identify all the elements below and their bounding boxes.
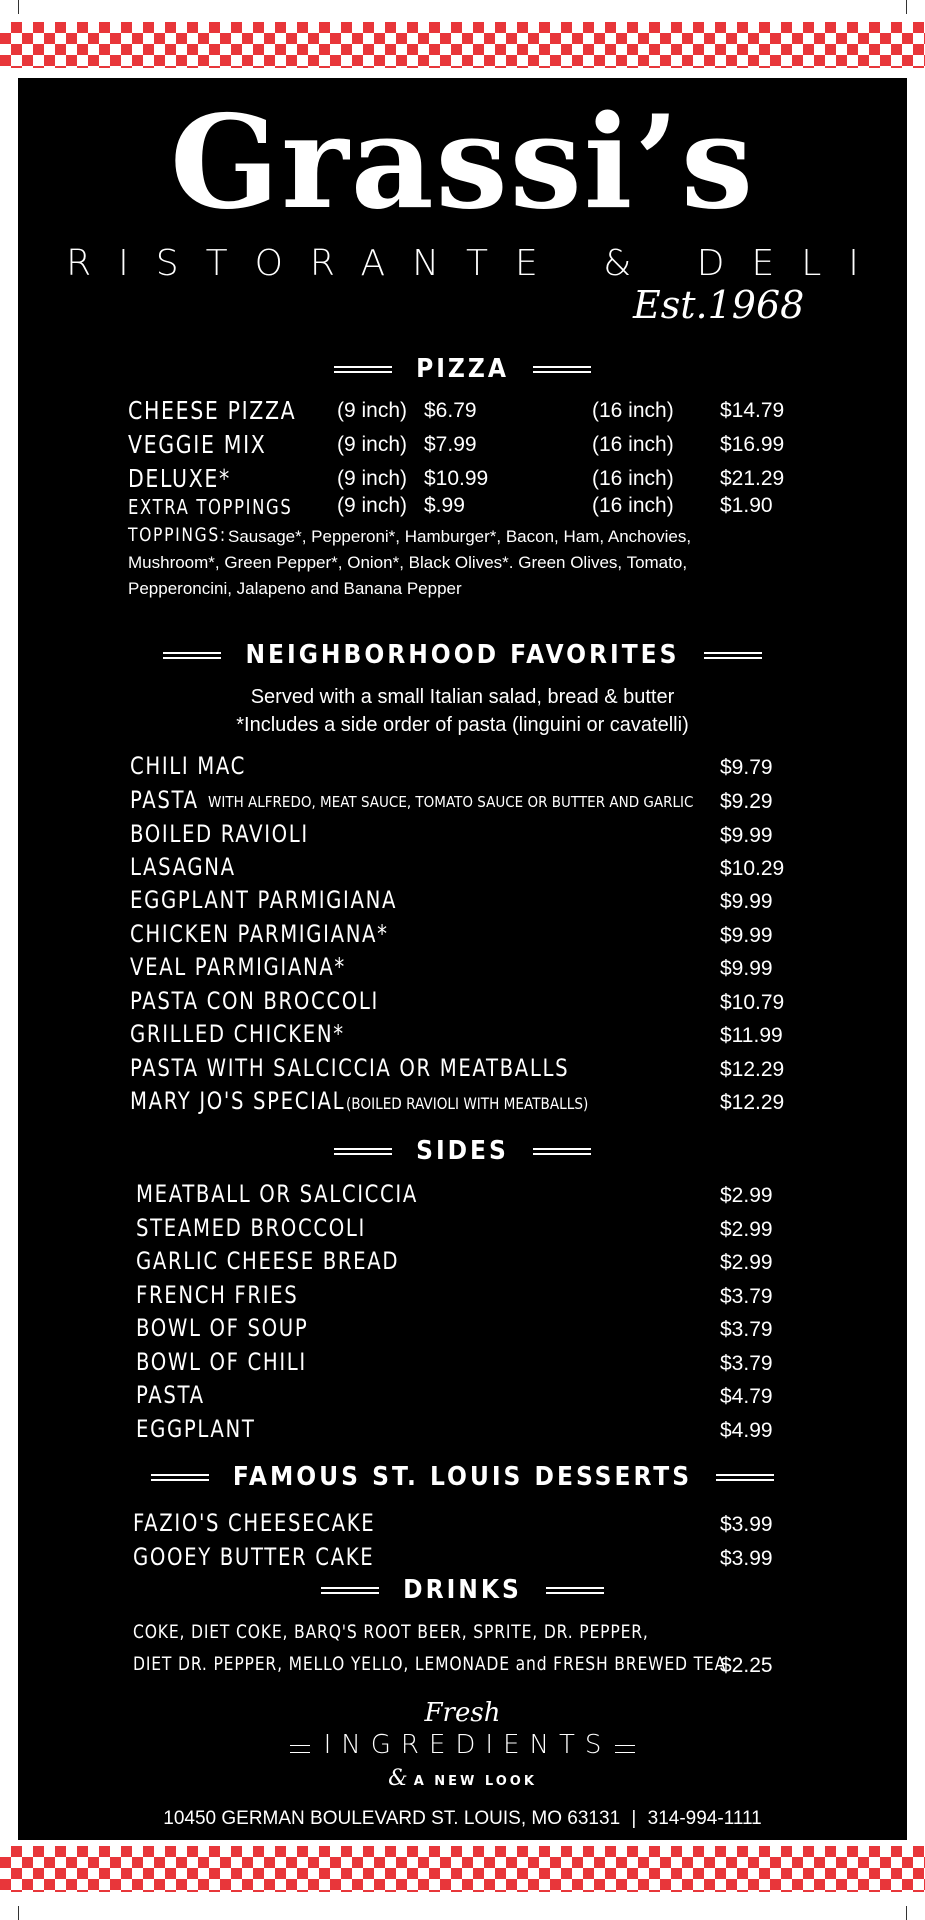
sides-heading-text: SIDES [416, 1136, 509, 1166]
footer-phone: 314-994-1111 [647, 1808, 762, 1829]
side-item-name: MEATBALL OR SALCICCIA [136, 1180, 418, 1208]
favorite-item-name: PASTA WITH SALCICCIA OR MEATBALLS [130, 1054, 570, 1082]
pizza-large-price: $14.79 [720, 399, 785, 422]
drinks-heading-text: DRINKS [403, 1575, 522, 1605]
heading-rule-icon [334, 1148, 392, 1155]
tagline-rule-icon [290, 1745, 310, 1753]
favorite-item-name: BOILED RAVIOLI [130, 820, 309, 848]
favorites-heading-text: NEIGHBORHOOD FAVORITES [245, 640, 680, 670]
list-item [130, 786, 214, 814]
footer-separator: | [631, 1808, 637, 1829]
pizza-item-name: DELUXE* [128, 464, 231, 493]
restaurant-logo: Grassi’s [169, 88, 756, 238]
favorite-item-price: $12.29 [720, 1091, 785, 1114]
pizza-large-size: (16 inch) [592, 494, 674, 517]
established-year: Est.1968 [633, 283, 805, 327]
favorite-item-name: PASTA [130, 786, 199, 814]
heading-rule-icon [704, 652, 762, 659]
side-item-price: $2.99 [720, 1251, 773, 1274]
favorite-item-price: $12.29 [720, 1058, 785, 1081]
side-item-price: $3.79 [720, 1318, 773, 1341]
heading-rule-icon [163, 652, 221, 659]
toppings-label: TOPPINGS: [128, 524, 227, 546]
list-item [130, 1020, 392, 1048]
favorite-item-price: $9.99 [720, 890, 773, 913]
tagline-new-look-text: A NEW LOOK [413, 1774, 537, 1789]
heading-rule-icon [151, 1474, 209, 1481]
toppings-line: Sausage*, Pepperoni*, Hamburger*, Bacon, Ham, Anchovies, [228, 527, 692, 546]
drinks-line: DIET DR. PEPPER, MELLO YELLO, LEMONADE and FRESH BREWED TEA [133, 1653, 727, 1675]
pizza-large-price: $21.29 [720, 467, 785, 490]
dessert-item-price: $3.99 [720, 1547, 773, 1570]
side-item-price: $2.99 [720, 1218, 773, 1241]
favorite-item-name: GRILLED CHICKEN* [130, 1020, 345, 1048]
favorite-item-name: CHILI MAC [130, 752, 246, 780]
favorite-item-price: $10.79 [720, 991, 785, 1014]
favorite-item-name: EGGPLANT PARMIGIANA [130, 886, 398, 914]
crop-mark [18, 1906, 19, 1920]
side-item-price: $2.99 [720, 1184, 773, 1207]
favorite-item-price: $9.99 [720, 957, 773, 980]
drinks-line: COKE, DIET COKE, BARQ'S ROOT BEER, SPRITE, DR. PEPPER, [133, 1621, 649, 1643]
footer-address: 10450 GERMAN BOULEVARD ST. LOUIS, MO 63131 [163, 1808, 621, 1829]
footer-contact [18, 1808, 907, 1830]
side-item-price: $4.99 [720, 1419, 773, 1442]
pizza-large-price: $1.90 [720, 494, 773, 517]
side-item-price: $3.79 [720, 1285, 773, 1308]
pizza-item-name: CHEESE PIZZA [128, 396, 297, 425]
pizza-large-size: (16 inch) [592, 399, 674, 422]
pizza-large-size: (16 inch) [592, 467, 674, 490]
tagline-ingredients [18, 1730, 907, 1760]
heading-rule-icon [321, 1587, 379, 1594]
pizza-small-price: $.99 [424, 494, 465, 517]
pizza-small-price: $10.99 [424, 467, 489, 490]
favorite-item-price: $10.29 [720, 857, 785, 880]
favorite-item-name: LASAGNA [130, 853, 236, 881]
favorite-item-name: MARY JO'S SPECIAL [130, 1087, 346, 1115]
side-item-price: $3.79 [720, 1352, 773, 1375]
crop-mark [906, 1906, 907, 1920]
restaurant-subtitle: RISTORANTE & DELI [66, 243, 886, 284]
favorites-note: *Includes a side order of pasta (linguini or cavatelli) [236, 714, 689, 736]
heading-rule-icon [533, 366, 591, 373]
toppings-line: Mushroom*, Green Pepper*, Onion*, Black Olives*. Green Olives, Tomato, [128, 553, 688, 572]
favorite-item-price: $9.99 [720, 824, 773, 847]
list-item [130, 820, 348, 848]
heading-rule-icon [334, 366, 392, 373]
list-item [130, 920, 445, 948]
side-item-name: PASTA [136, 1381, 205, 1409]
pizza-small-size: (9 inch) [337, 433, 408, 456]
favorite-item-detail: WITH ALFREDO, MEAT SAUCE, TOMATO SAUCE OR BUTTER AND GARLIC [208, 793, 694, 811]
crop-mark [906, 0, 907, 14]
desserts-heading [18, 1462, 907, 1492]
side-item-name: STEAMED BROCCOLI [136, 1214, 366, 1242]
pizza-small-price: $7.99 [424, 433, 477, 456]
pizza-item-name: VEGGIE MIX [128, 430, 267, 459]
pizza-large-price: $16.99 [720, 433, 785, 456]
favorite-item-price: $9.29 [720, 790, 773, 813]
heading-rule-icon [546, 1587, 604, 1594]
pizza-item-name: EXTRA TOPPINGS [128, 495, 293, 519]
dessert-item-name: FAZIO'S CHEESECAKE [133, 1509, 376, 1537]
side-item-name: BOWL OF CHILI [136, 1348, 307, 1376]
list-item [130, 953, 393, 981]
drinks-price: $2.25 [720, 1654, 773, 1677]
toppings-line: Pepperoncini, Jalapeno and Banana Pepper [128, 579, 462, 598]
checkered-border-top [0, 22, 925, 68]
side-item-name: FRENCH FRIES [136, 1281, 299, 1309]
dessert-item-name: GOOEY BUTTER CAKE [133, 1543, 375, 1571]
drinks-heading [18, 1575, 907, 1605]
pizza-small-price: $6.79 [424, 399, 477, 422]
tagline-ampersand: & [388, 1766, 408, 1791]
tagline-fresh: Fresh [424, 1698, 501, 1728]
list-item [130, 987, 434, 1015]
tagline-ingredients-text: INGREDIENTS [323, 1730, 612, 1760]
side-item-name: GARLIC CHEESE BREAD [136, 1247, 400, 1275]
list-item [130, 752, 271, 780]
list-item [130, 853, 259, 881]
favorite-item-name: CHICKEN PARMIGIANA* [130, 920, 389, 948]
favorites-heading [18, 640, 907, 670]
favorite-item-price: $9.79 [720, 756, 773, 779]
heading-rule-icon [716, 1474, 774, 1481]
favorite-item-price: $9.99 [720, 924, 773, 947]
favorite-item-name: VEAL PARMIGIANA* [130, 953, 346, 981]
crop-mark [18, 0, 19, 14]
favorites-note: Served with a small Italian salad, bread & butter [250, 686, 675, 708]
pizza-small-size: (9 inch) [337, 494, 408, 517]
side-item-name: BOWL OF SOUP [136, 1314, 309, 1342]
pizza-heading [18, 354, 907, 384]
desserts-heading-text: FAMOUS ST. LOUIS DESSERTS [232, 1462, 693, 1492]
list-item [130, 886, 456, 914]
pizza-large-size: (16 inch) [592, 433, 674, 456]
tagline-rule-icon [615, 1745, 635, 1753]
sides-heading [18, 1136, 907, 1166]
favorite-item-detail: (BOILED RAVIOLI WITH MEATBALLS) [346, 1094, 589, 1113]
side-item-price: $4.79 [720, 1385, 773, 1408]
list-item [130, 1054, 666, 1082]
pizza-heading-text: PIZZA [416, 354, 509, 384]
checkered-border-bottom [0, 1846, 925, 1892]
menu-panel [18, 78, 907, 1840]
pizza-small-size: (9 inch) [337, 399, 408, 422]
favorite-item-price: $11.99 [720, 1024, 783, 1047]
side-item-name: EGGPLANT [136, 1415, 256, 1443]
heading-rule-icon [533, 1148, 591, 1155]
tagline-new-look [18, 1766, 907, 1791]
favorite-item-name: PASTA CON BROCCOLI [130, 987, 379, 1015]
dessert-item-price: $3.99 [720, 1513, 773, 1536]
pizza-small-size: (9 inch) [337, 467, 408, 490]
